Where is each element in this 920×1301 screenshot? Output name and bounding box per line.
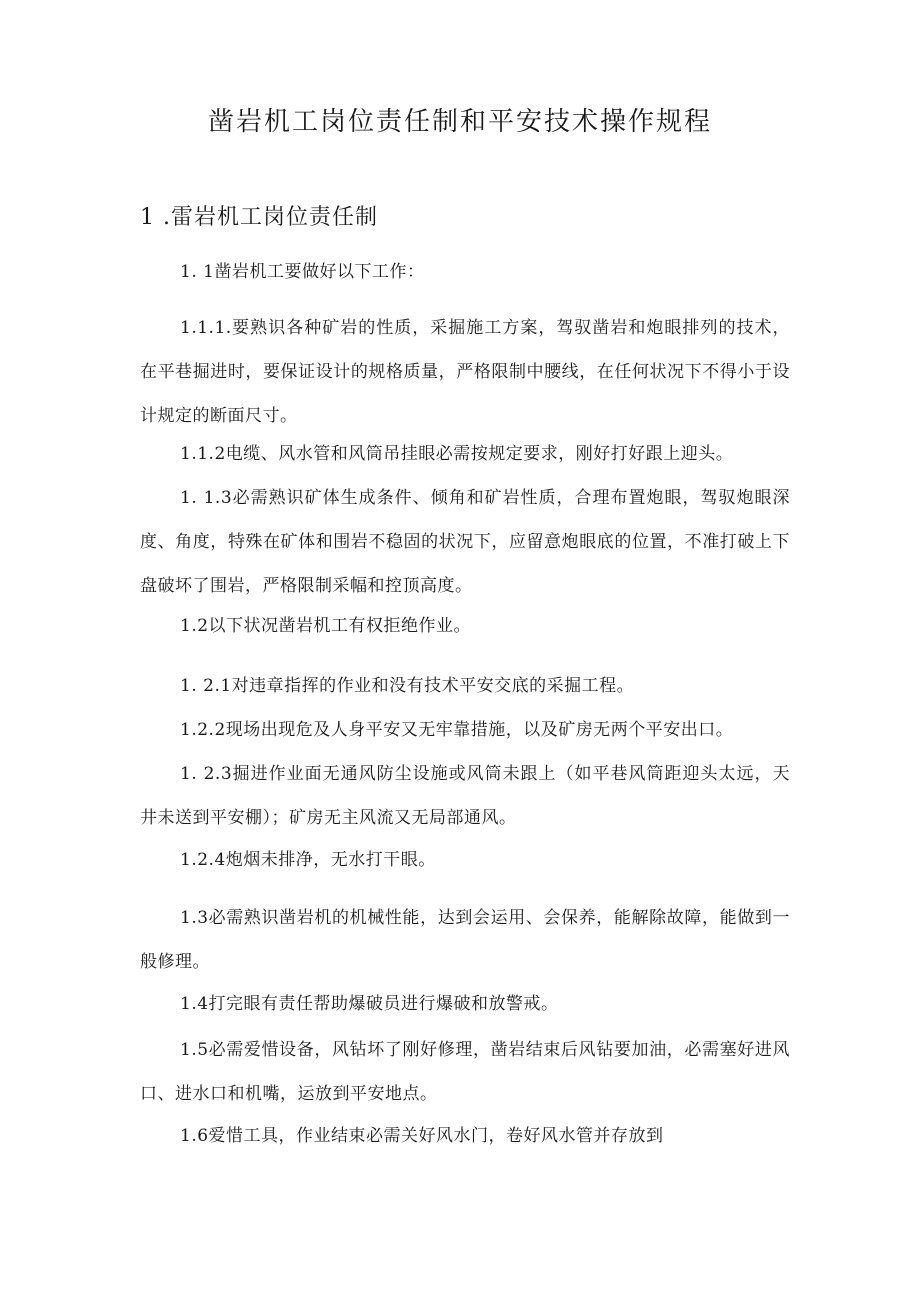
paragraph-1-2-4: 1.2.4炮烟未排净，无水打干眼。 <box>180 850 436 870</box>
document-title: 凿岩机工岗位责任制和平安技术操作规程 <box>207 107 712 137</box>
paragraph-1-1-1: 1.1.1.要熟识各种矿岩的性质，采掘施工方案，驾驭凿岩和炮眼排列的技术，在平巷掘进时，要保证设计的规格质量，严格限制中腰线，在任何状况下不得小于设计规定的断面尺寸。 <box>140 318 790 426</box>
paragraph-1-2-1: 1. 2.1对违章指挥的作业和没有技术平安交底的采掘工程。 <box>180 676 635 696</box>
section-heading: 1 .雷岩机工岗位责任制 <box>140 205 378 230</box>
paragraph-1-1-3: 1. 1.3必需熟识矿体生成条件、倾角和矿岩性质，合理布置炮眼，驾驭炮眼深度、角度，特殊在矿体和围岩不稳固的状况下，应留意炮眼底的位置，不准打破上下盘破坏了围岩，严格限制采幅和控顶高度。 <box>140 488 790 596</box>
paragraph-1-1: 1. 1凿岩机工要做好以下工作： <box>180 262 425 282</box>
paragraph-1-5: 1.5必需爱惜设备，风钻坏了刚好修理，凿岩结束后风钻要加油，必需塞好进风口、进水口和机嘴，运放到平安地点。 <box>140 1040 790 1104</box>
paragraph-1-1-2: 1.1.2电缆、风水管和风筒吊挂眼必需按规定要求，刚好打好跟上迎头。 <box>180 444 734 464</box>
paragraph-1-6: 1.6爱惜工具，作业结束必需关好风水门，卷好风水管并存放到 <box>180 1126 664 1146</box>
paragraph-1-2-2: 1.2.2现场出现危及人身平安又无牢靠措施，以及矿房无两个平安出口。 <box>180 720 734 740</box>
paragraph-1-4: 1.4打完眼有责任帮助爆破员进行爆破和放警戒。 <box>180 994 559 1014</box>
paragraph-1-2: 1.2以下状况凿岩机工有权拒绝作业。 <box>180 616 472 636</box>
paragraph-1-2-3: 1. 2.3掘进作业面无通风防尘设施或风筒未跟上（如平巷风筒距迎头太远，天井未送到平安棚）；矿房无主风流又无局部通风。 <box>140 764 790 828</box>
paragraph-1-3: 1.3必需熟识凿岩机的机械性能，达到会运用、会保养，能解除故障，能做到一般修理。 <box>140 908 790 972</box>
